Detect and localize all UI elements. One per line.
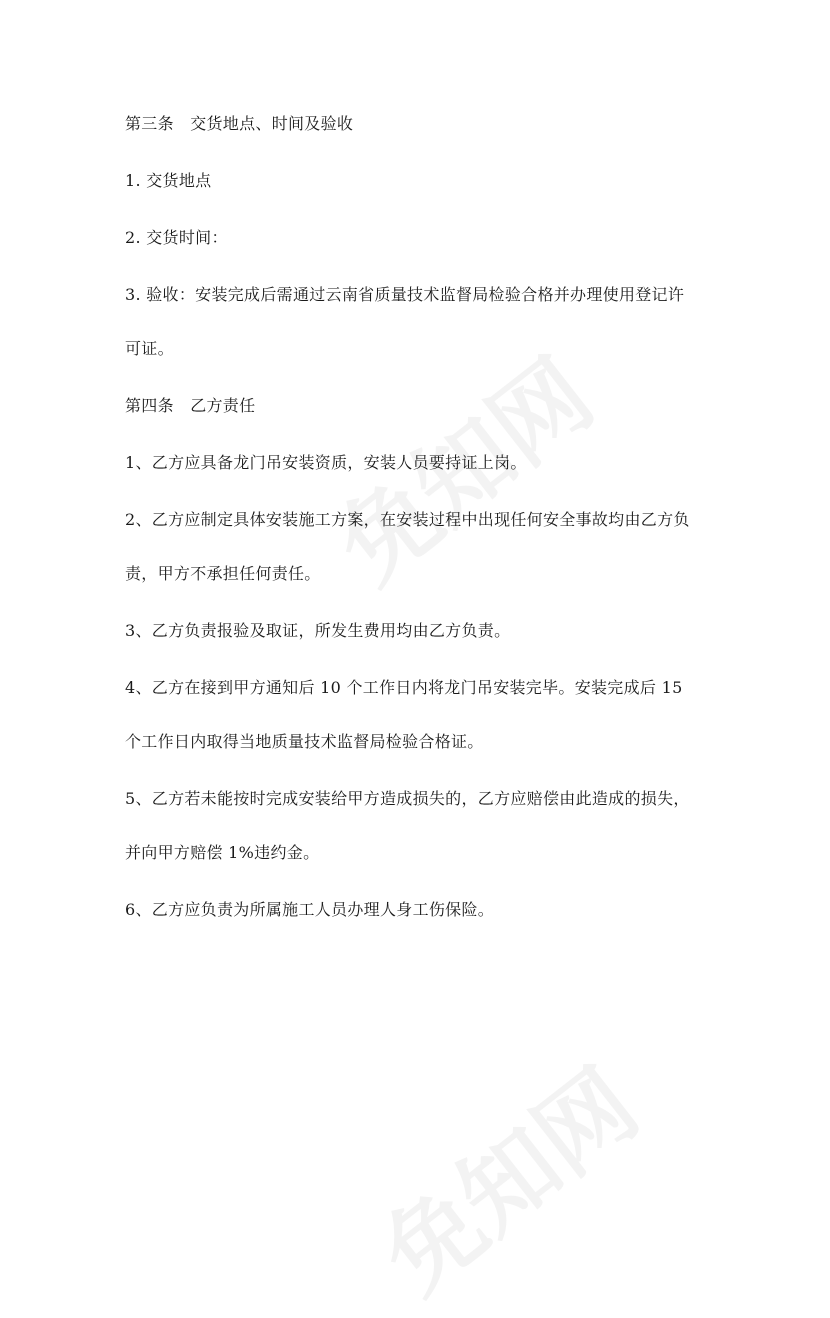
text-line: 2. 交货时间：: [125, 228, 228, 247]
text-line: 责，甲方不承担任何责任。: [125, 564, 321, 583]
article-4-heading: [125, 391, 700, 421]
responsibility-item-5: [125, 784, 700, 868]
text-line: 个工作日内取得当地质量技术监督局检验合格证。: [125, 732, 484, 751]
document-body: [125, 109, 700, 952]
delivery-time-item: [125, 223, 700, 253]
responsibility-item-6: [125, 895, 700, 925]
text-line: 并向甲方赔偿 1%违约金。: [125, 843, 320, 862]
text-line: 6、乙方应负责为所属施工人员办理人身工伤保险。: [125, 900, 495, 919]
text-line: 第四条 乙方责任: [125, 396, 256, 415]
responsibility-item-3: [125, 616, 700, 646]
responsibility-item-1: [125, 448, 700, 478]
responsibility-item-4: [125, 673, 700, 757]
text-line: 可证。: [125, 339, 174, 358]
text-line: 4、乙方在接到甲方通知后 10 个工作日内将龙门吊安装完毕。安装完成后 15: [125, 678, 683, 697]
text-line: 3. 验收：安装完成后需通过云南省质量技术监督局检验合格并办理使用登记许: [125, 285, 685, 304]
delivery-location-item: [125, 166, 700, 196]
responsibility-item-2: [125, 505, 700, 589]
text-line: 1. 交货地点: [125, 171, 212, 190]
text-line: 5、乙方若未能按时完成安装给甲方造成损失的，乙方应赔偿由此造成的损失，: [125, 789, 690, 808]
watermark-logo-bottom: [350, 1033, 661, 1318]
text-line: 1、乙方应具备龙门吊安装资质，安装人员要持证上岗。: [125, 453, 527, 472]
article-3-heading: [125, 109, 700, 139]
text-line: 2、乙方应制定具体安装施工方案，在安装过程中出现任何安全事故均由乙方负: [125, 510, 690, 529]
acceptance-item: [125, 280, 700, 364]
text-line: 第三条 交货地点、时间及验收: [125, 114, 354, 133]
text-line: 3、乙方负责报验及取证，所发生费用均由乙方负责。: [125, 621, 511, 640]
